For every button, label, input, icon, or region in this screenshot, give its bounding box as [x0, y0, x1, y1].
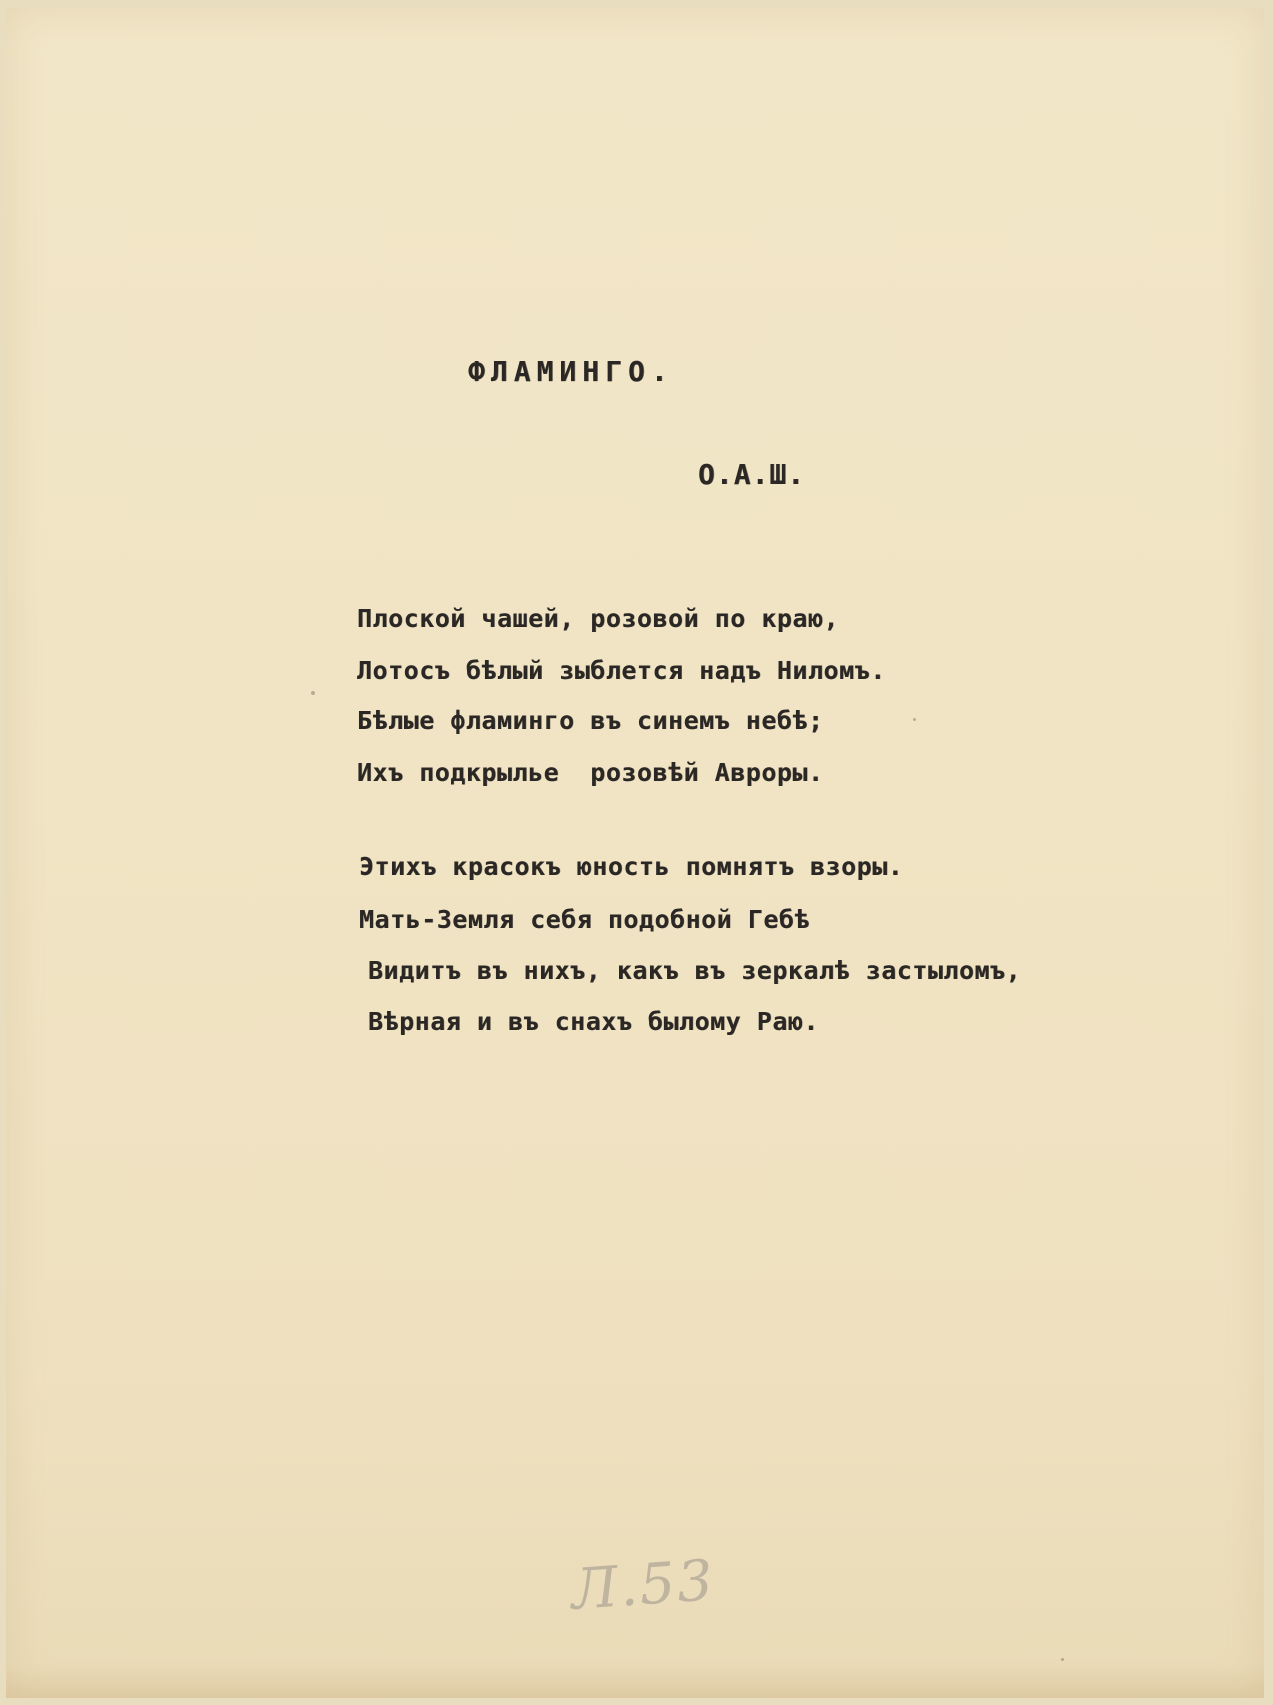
- archive-pencil-mark: Л.53: [568, 1548, 717, 1623]
- paper-speck: [1061, 1658, 1064, 1661]
- poem-line: Плоской чашей, розовой по краю,: [357, 604, 840, 633]
- poem-title: ФЛАМИНГО.: [468, 355, 674, 388]
- paper-speck: [913, 718, 916, 721]
- poem-line: Этихъ красокъ юность помнятъ взоры.: [359, 852, 904, 881]
- paper-sheet: [6, 8, 1264, 1698]
- poem-author: О.А.Ш.: [698, 458, 806, 491]
- poem-line: Бѣлые фламинго въ синемъ небѣ;: [357, 706, 824, 735]
- poem-line: Видитъ въ нихъ, какъ въ зеркалѣ застыломъ,: [368, 956, 1022, 985]
- poem-line: Ихъ подкрылье розовѣй Авроры.: [357, 758, 824, 787]
- poem-line: Вѣрная и въ снахъ былому Раю.: [368, 1007, 819, 1036]
- poem-line: Лотосъ бѣлый зыблется надъ Ниломъ.: [357, 656, 886, 685]
- paper-speck: [311, 691, 315, 695]
- poem-line: Мать-Земля себя подобной Гебѣ: [359, 905, 810, 934]
